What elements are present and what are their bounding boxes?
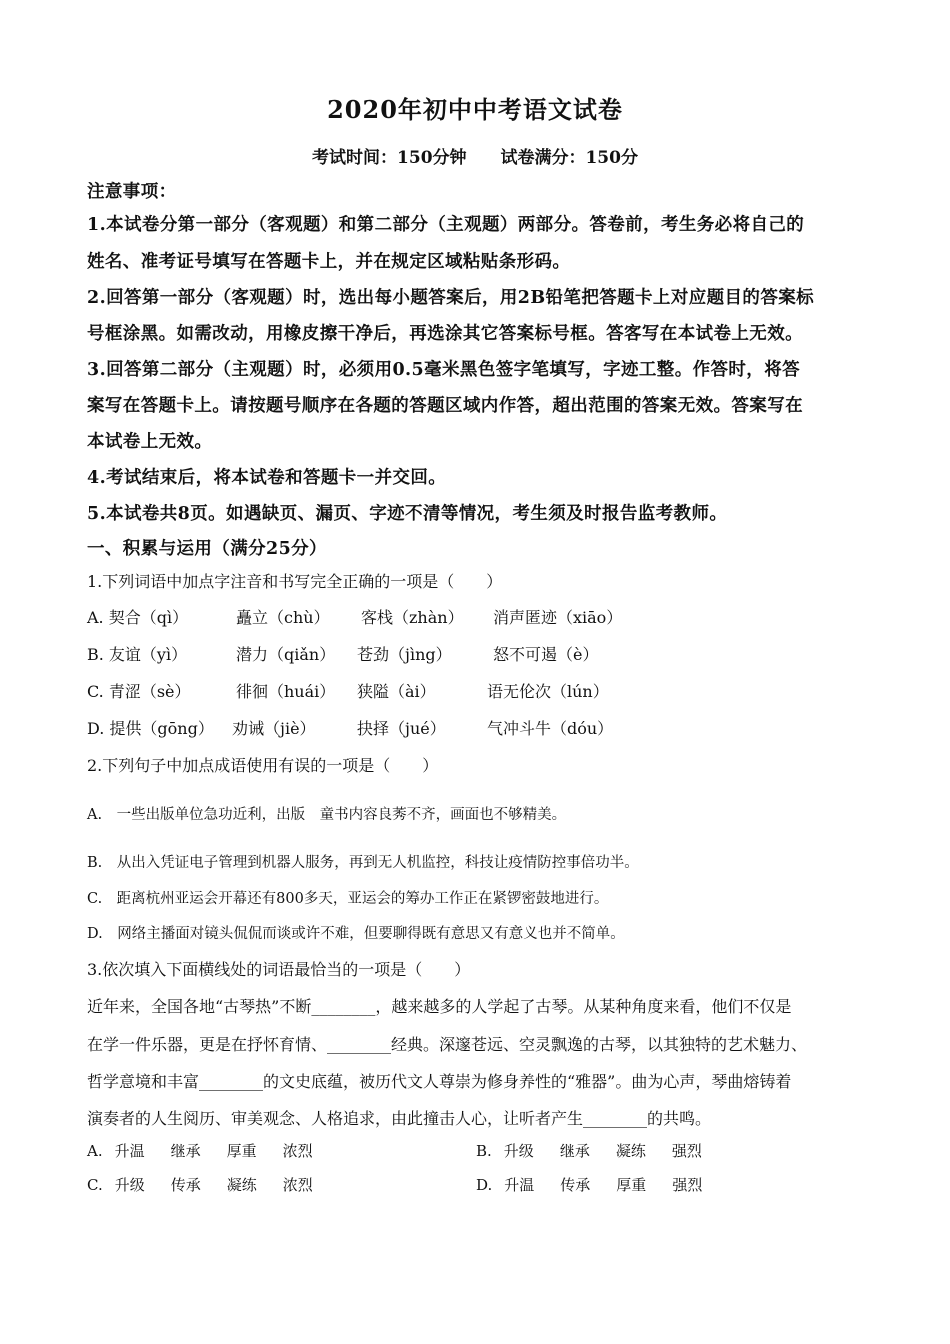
option-word: A. 契合（qì） bbox=[87, 608, 189, 627]
question-2-option-b: B. 从出入凭证电子管理到机器人服务，再到无人机监控，科技让疫情防控事倍功半。 bbox=[87, 855, 639, 871]
option-word: 凝练 bbox=[226, 1176, 257, 1194]
exam-title: 2020年初中中考语文试卷 bbox=[327, 95, 623, 124]
option-word: 消声匿迹（xiāo） bbox=[493, 608, 623, 627]
option-word: 矗立（chù） bbox=[236, 608, 330, 627]
question-1-stem: 1.下列词语中加点字注音和书写完全正确的一项是（ ） bbox=[87, 572, 503, 591]
notice-line: 案写在答题卡上。请按题号顺序在各题的答题区域内作答，超出范围的答案无效。答案写在 bbox=[87, 396, 803, 416]
option-word: B. 友谊（yì） bbox=[87, 645, 188, 664]
option-word: 传承 bbox=[560, 1176, 591, 1194]
option-word: 怒不可遏（è） bbox=[493, 645, 599, 664]
option-letter: A. bbox=[87, 1142, 103, 1160]
question-2-option-c: C. 距离杭州亚运会开幕还有800多天，亚运会的筹办工作正在紧锣密鼓地进行。 bbox=[87, 891, 609, 907]
question-3-option-b bbox=[476, 1140, 728, 1161]
option-word: 厚重 bbox=[616, 1176, 647, 1194]
exam-info bbox=[0, 143, 950, 168]
option-word: 潜力（qiǎn） bbox=[236, 645, 336, 664]
notice-line: 3.回答第二部分（主观题）时，必须用0.5毫米黑色签字笔填写，字迹工整。作答时，将答 bbox=[87, 360, 801, 380]
section-heading: 一、积累与运用（满分25分） bbox=[87, 539, 327, 559]
option-letter: D. bbox=[476, 1176, 493, 1194]
option-word: 狭隘（ài） bbox=[357, 682, 436, 701]
option-word: 气冲斗牛（dóu） bbox=[487, 719, 614, 738]
option-word: 传承 bbox=[170, 1176, 201, 1194]
question-3-passage-line: 演奏者的人生阅历、审美观念、人格追求，由此撞击人心，让听者产生________的共鸣。 bbox=[87, 1109, 712, 1128]
option-word: 客栈（zhàn） bbox=[361, 608, 464, 627]
notice-line: 1.本试卷分第一部分（客观题）和第二部分（主观题）两部分。答卷前，考生务必将自己的 bbox=[87, 215, 805, 235]
notice-line: 号框涂黑。如需改动，用橡皮擦干净后，再选涂其它答案标号框。答客写在本试卷上无效。 bbox=[87, 324, 803, 344]
option-letter: B. bbox=[476, 1142, 492, 1160]
question-3-stem: 3.依次填入下面横线处的词语最恰当的一项是（ ） bbox=[87, 960, 471, 979]
question-3-option-c bbox=[87, 1174, 339, 1195]
question-3-passage-line: 近年来，全国各地“古琴热”不断________，越来越多的人学起了古琴。从某种角度来看，他们不仅是 bbox=[87, 997, 792, 1016]
option-word: 继承 bbox=[559, 1142, 590, 1160]
option-word: 抉择（jué） bbox=[357, 719, 446, 738]
question-3-option-a bbox=[87, 1140, 339, 1161]
option-word: 徘徊（huái） bbox=[236, 682, 336, 701]
question-2-option-d: D. 网络主播面对镜头侃侃而谈或许不难，但要聊得既有意思又有意义也并不简单。 bbox=[87, 926, 625, 942]
option-word: 苍劲（jìng） bbox=[357, 645, 452, 664]
option-word: D. 提供（gōng） bbox=[87, 719, 214, 738]
question-3-passage-line: 在学一件乐器，更是在抒怀育情、________经典。深邃苍远、空灵飘逸的古琴，以其独特的艺术魅力、 bbox=[87, 1035, 808, 1054]
exam-score: 试卷满分：150分 bbox=[500, 148, 638, 168]
notice-line: 5.本试卷共8页。如遇缺页、漏页、字迹不清等情况，考生须及时报告监考教师。 bbox=[87, 504, 728, 524]
question-2-stem: 2.下列句子中加点成语使用有误的一项是（ ） bbox=[87, 756, 439, 775]
option-word: 强烈 bbox=[672, 1176, 703, 1194]
option-word: 升温 bbox=[114, 1142, 145, 1160]
notice-line: 2.回答第一部分（客观题）时，选出每小题答案后，用2B铅笔把答题卡上对应题目的答案标 bbox=[87, 288, 815, 308]
question-3-passage-line: 哲学意境和丰富________的文史底蕴，被历代文人尊崇为修身养性的“雅器”。曲为心声，琴曲熔铸着 bbox=[87, 1072, 792, 1091]
option-word: 凝练 bbox=[615, 1142, 646, 1160]
option-word: 继承 bbox=[170, 1142, 201, 1160]
option-word: C. 青涩（sè） bbox=[87, 682, 191, 701]
option-word: 浓烈 bbox=[282, 1176, 313, 1194]
exam-time: 考试时间：150分钟 bbox=[312, 148, 467, 168]
notice-line: 4.考试结束后，将本试卷和答题卡一并交回。 bbox=[87, 468, 447, 488]
notice-heading: 注意事项： bbox=[87, 182, 177, 202]
option-word: 浓烈 bbox=[282, 1142, 313, 1160]
notice-line: 姓名、准考证号填写在答题卡上，并在规定区域粘贴条形码。 bbox=[87, 252, 571, 272]
question-3-option-d bbox=[476, 1174, 728, 1195]
option-word: 强烈 bbox=[671, 1142, 702, 1160]
notice-line: 本试卷上无效。 bbox=[87, 432, 213, 452]
option-word: 语无伦次（lún） bbox=[487, 682, 609, 701]
option-word: 升级 bbox=[503, 1142, 534, 1160]
option-word: 升温 bbox=[504, 1176, 535, 1194]
option-word: 升级 bbox=[114, 1176, 145, 1194]
option-letter: C. bbox=[87, 1176, 103, 1194]
option-word: 厚重 bbox=[226, 1142, 257, 1160]
question-2-option-a: A. 一些出版单位急功近利，出版 童书内容良莠不齐，画面也不够精美。 bbox=[87, 807, 567, 823]
option-word: 劝诫（jiè） bbox=[232, 719, 316, 738]
